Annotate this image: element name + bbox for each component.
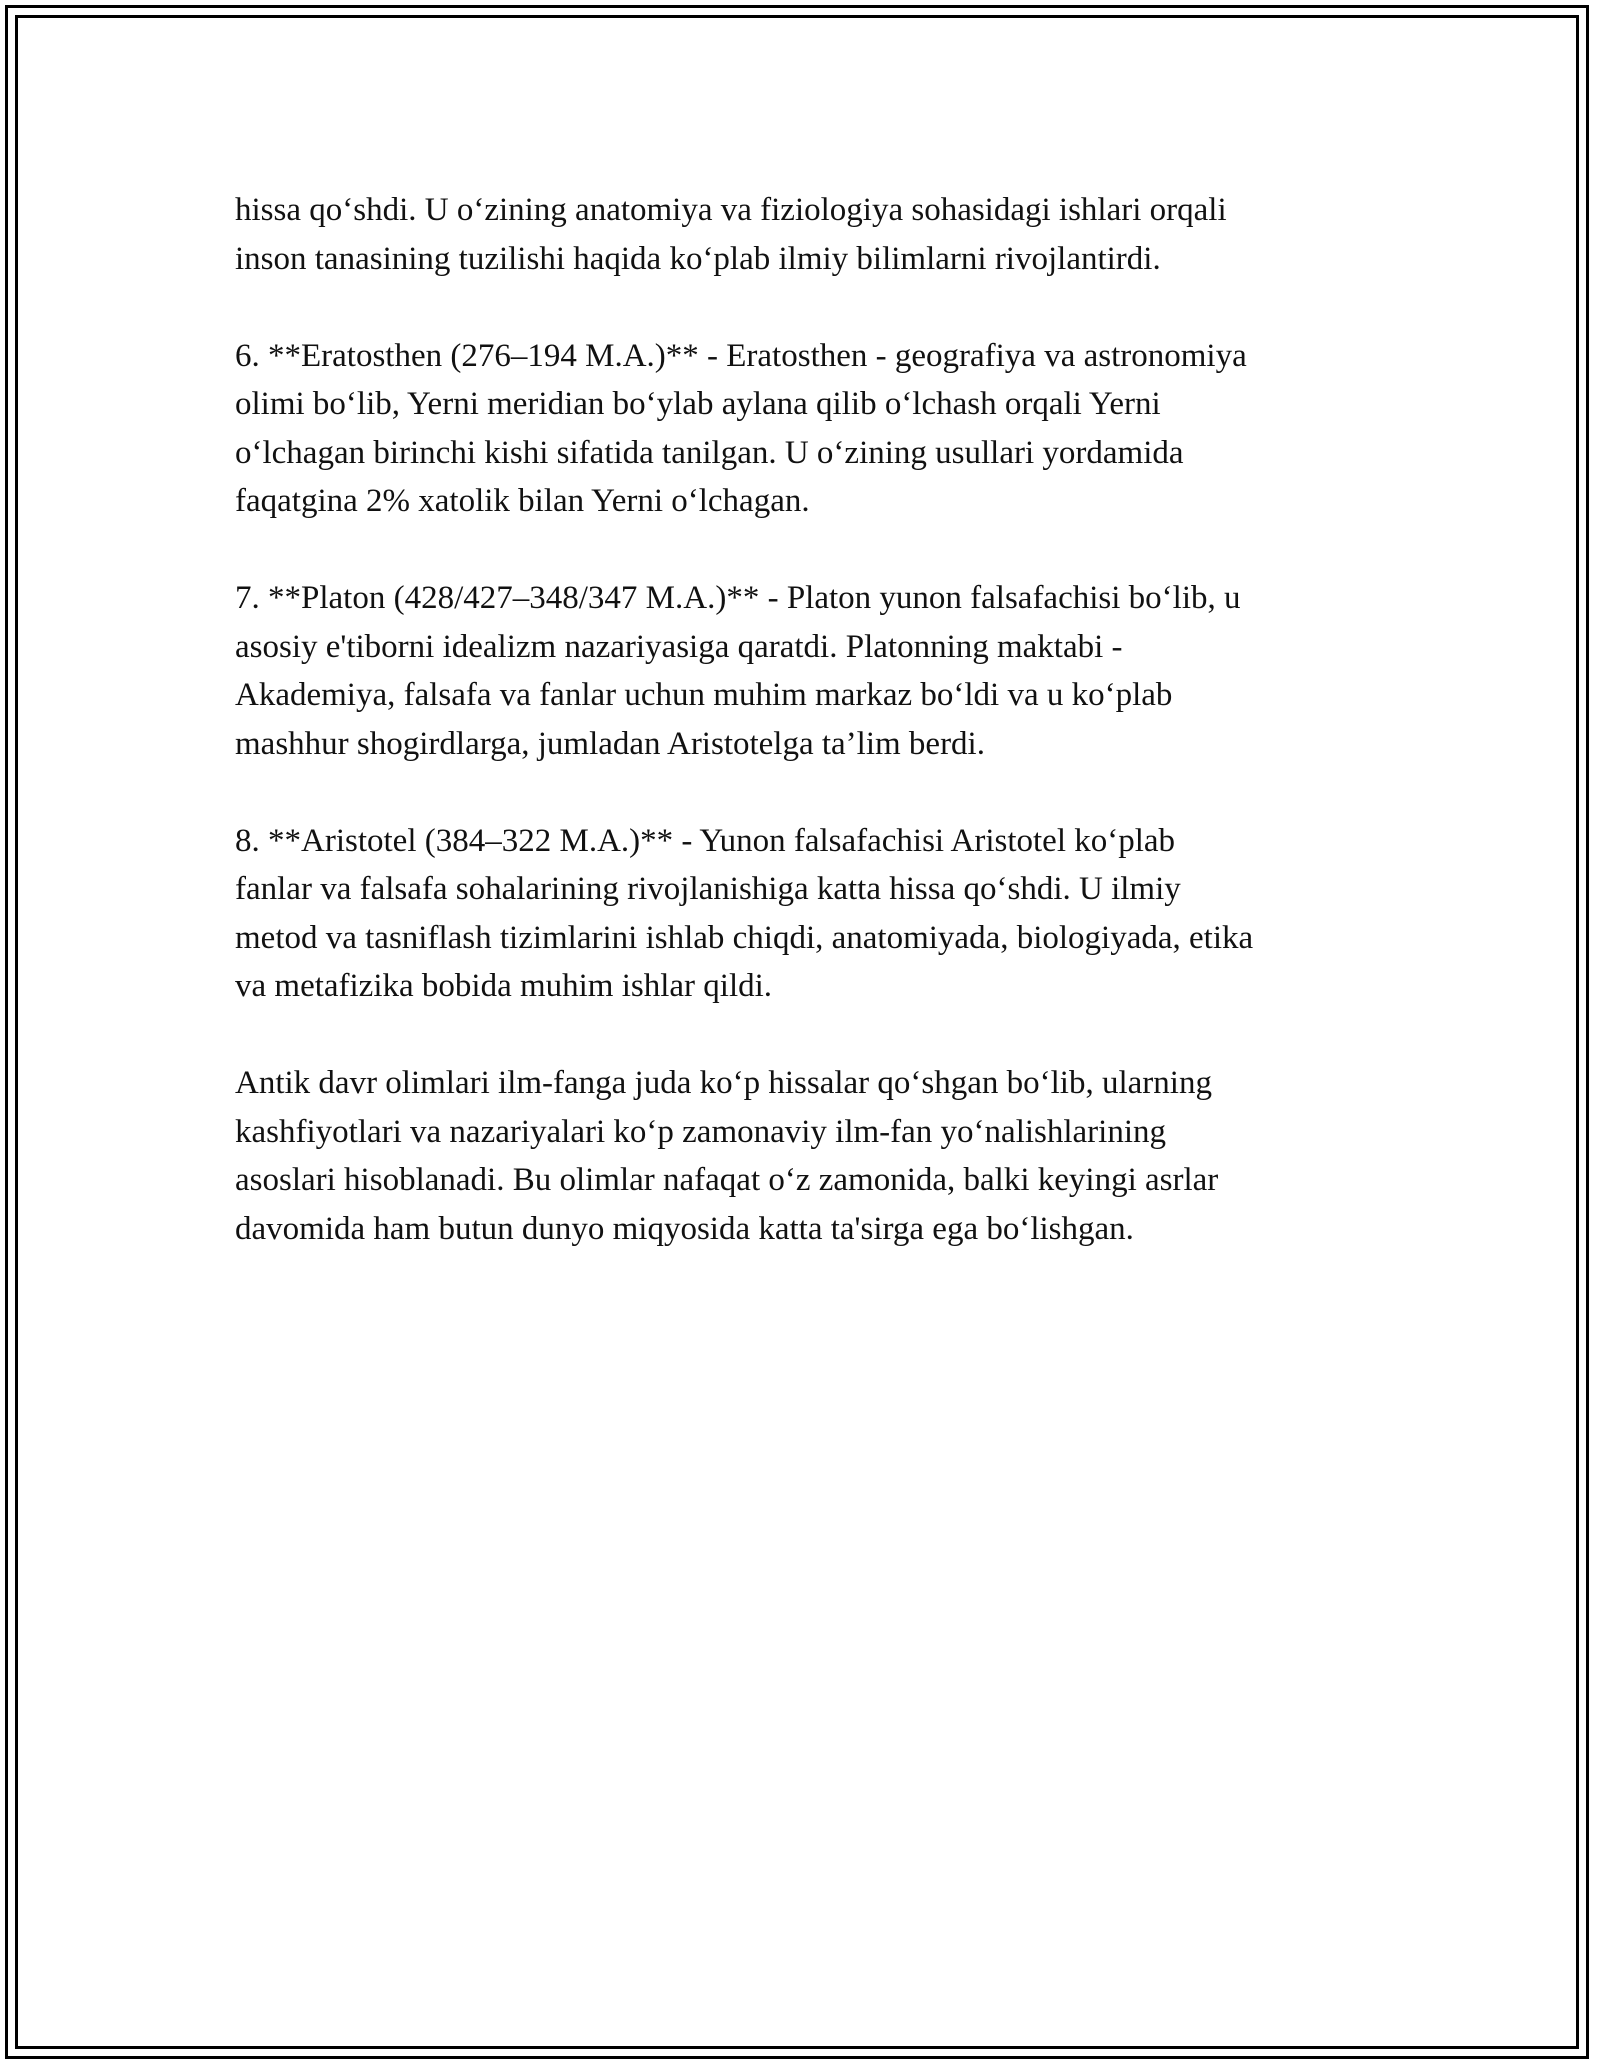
paragraph-conclusion	[235, 1059, 1395, 1253]
text-line: asoslari hisoblanadi. Bu olimlar nafaqat o‘z zamonida, balki keyingi asrlar	[235, 1162, 1219, 1198]
text-line: mashhur shogirdlarga, jumladan Aristotelga ta’lim berdi.	[235, 725, 985, 762]
text-line: olimi bo‘lib, Yerni meridian bo‘ylab aylana qilib o‘lchash orqali Yerni	[235, 386, 1161, 422]
text-line: 6. **Eratosthen (276–194 M.A.)** - Eratosthen - geografiya va astronomiya	[235, 337, 1247, 374]
text-line: kashfiyotlari va nazariyalari ko‘p zamonaviy ilm-fan yo‘nalishlarining	[235, 1113, 1167, 1150]
text-line: faqatgina 2% xatolik bilan Yerni o‘lchagan.	[235, 483, 810, 519]
text-line: davomida ham butun dunyo miqyosida katta ta'sirga ega bo‘lishgan.	[235, 1210, 1134, 1247]
document-body	[235, 186, 1395, 1302]
text-line: va metafizika bobida muhim ishlar qildi.	[235, 968, 773, 1004]
text-line: 8. **Aristotel (384–322 M.A.)** - Yunon falsafachisi Aristotel ko‘plab	[235, 822, 1176, 859]
paragraph-platon	[235, 574, 1395, 768]
text-line: metod va tasniflash tizimlarini ishlab chiqdi, anatomiyada, biologiyada, etika	[235, 919, 1254, 956]
text-line: o‘lchagan birinchi kishi sifatida tanilgan. U o‘zining usullari yordamida	[235, 434, 1184, 471]
paragraph-aristotel	[235, 817, 1395, 1011]
text-line: fanlar va falsafa sohalarining rivojlanishiga katta hissa qo‘shdi. U ilmiy	[235, 871, 1181, 907]
text-line: Antik davr olimlari ilm-fanga juda ko‘p hissalar qo‘shgan bo‘lib, ularning	[235, 1065, 1212, 1101]
text-line: inson tanasining tuzilishi haqida ko‘plab ilmiy bilimlarni rivojlantirdi.	[235, 240, 1161, 277]
text-line: asosiy e'tiborni idealizm nazariyasiga qaratdi. Platonning maktabi -	[235, 628, 1123, 665]
text-line: Akademiya, falsafa va fanlar uchun muhim markaz bo‘ldi va u ko‘plab	[235, 677, 1173, 713]
paragraph-eratosthen	[235, 332, 1395, 526]
text-line: 7. **Platon (428/427–348/347 M.A.)** - Platon yunon falsafachisi bo‘lib, u	[235, 580, 1241, 616]
paragraph-continuation	[235, 186, 1395, 283]
text-line: hissa qo‘shdi. U o‘zining anatomiya va fiziologiya sohasidagi ishlari orqali	[235, 192, 1227, 228]
